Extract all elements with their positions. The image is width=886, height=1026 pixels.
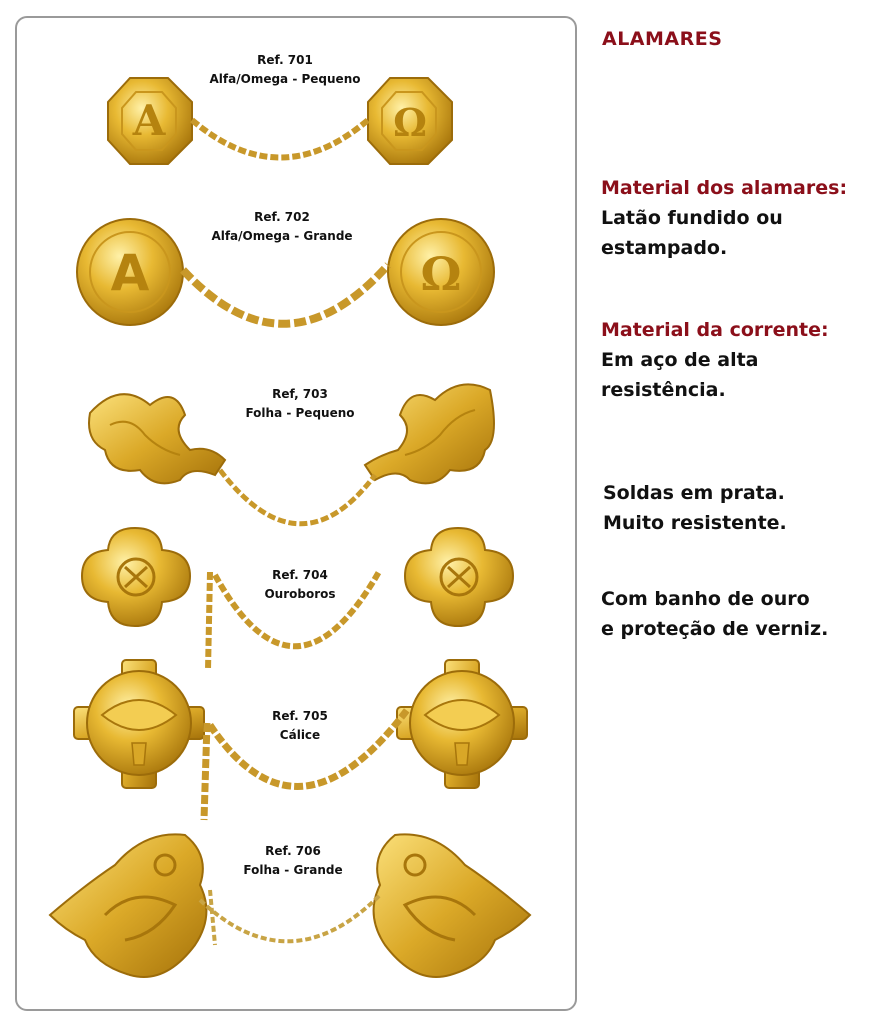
product-name: Alfa/Omega - Grande	[211, 229, 353, 243]
soldas-line2: Muito resistente.	[603, 512, 787, 534]
soldas-line1: Soldas em prata.	[603, 482, 785, 504]
product-ref: Ref. 702	[254, 210, 310, 224]
material-corrente-heading: Material da corrente:	[601, 319, 829, 341]
product-label-705	[180, 707, 420, 745]
svg-text:A: A	[132, 96, 166, 145]
product-ref: Ref, 703	[272, 387, 328, 401]
page-title: ALAMARES	[602, 28, 723, 50]
svg-text:Ω: Ω	[420, 247, 462, 301]
product-label-706	[173, 842, 413, 880]
material-alamares-line1: Latão fundido ou	[601, 207, 783, 229]
banho-block	[601, 584, 828, 644]
material-alamares-block	[601, 173, 847, 263]
svg-text:A: A	[110, 244, 150, 302]
svg-text:Ω: Ω	[393, 100, 427, 145]
material-alamares-line2: estampado.	[601, 237, 728, 259]
product-label-703	[180, 385, 420, 423]
product-label-704	[180, 566, 420, 604]
product-ref: Ref. 704	[272, 568, 328, 582]
product-label-701	[165, 51, 405, 89]
product-name: Ouroboros	[264, 587, 336, 601]
product-ref: Ref. 705	[272, 709, 328, 723]
product-ref: Ref. 706	[265, 844, 321, 858]
product-name: Alfa/Omega - Pequeno	[209, 72, 361, 86]
soldas-block	[603, 478, 787, 538]
material-corrente-line1: Em aço de alta	[601, 349, 759, 371]
product-name: Folha - Grande	[243, 863, 343, 877]
product-name: Cálice	[279, 728, 321, 742]
product-name: Folha - Pequeno	[245, 406, 355, 420]
product-ref: Ref. 701	[257, 53, 313, 67]
material-corrente-line2: resistência.	[601, 379, 726, 401]
banho-line1: Com banho de ouro	[601, 588, 810, 610]
banho-line2: e proteção de verniz.	[601, 618, 829, 640]
product-label-702	[162, 208, 402, 246]
material-corrente-block	[601, 315, 829, 405]
material-alamares-heading: Material dos alamares:	[601, 177, 848, 199]
